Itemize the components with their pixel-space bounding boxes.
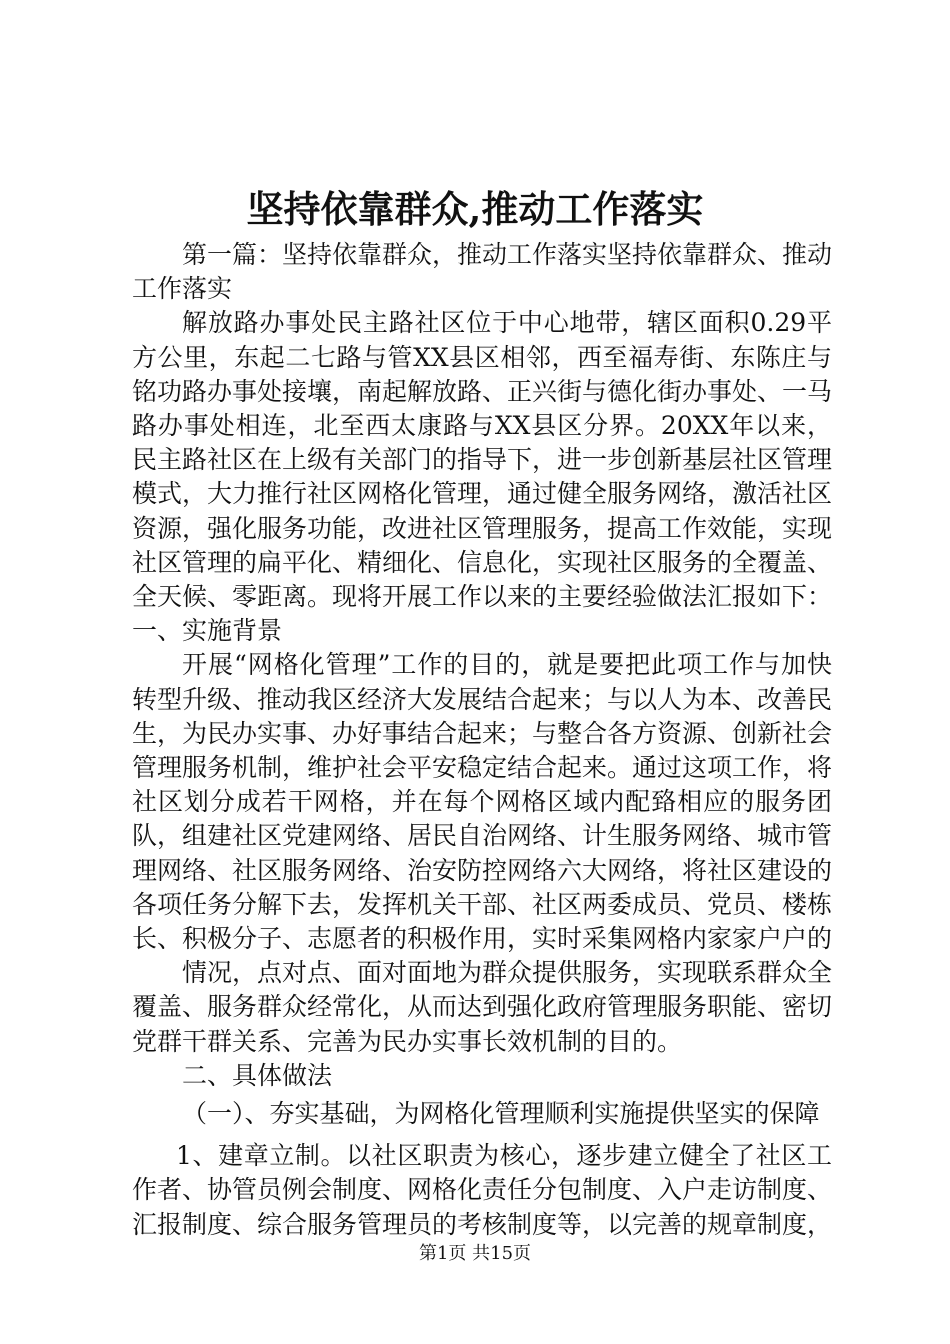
section-heading-practices: 二、具体做法 bbox=[182, 1060, 333, 1090]
paragraph-intro: 第一篇：坚持依靠群众，推动工作落实坚持依靠群众、推动工作落实 bbox=[132, 240, 833, 304]
page-footer: 第1页 共15页 bbox=[418, 1243, 532, 1264]
subsection-heading-foundation: （一）、夯实基础，为网格化管理顺利实施提供坚实的保障 bbox=[182, 1099, 820, 1129]
document-body bbox=[132, 238, 832, 1242]
paragraph-purpose-continued: 情况，点对点、面对面地为群众提供服务，实现联系群众全覆盖、服务群众经常化，从而达到强化政府管理服务职能、密切党群干群关系、完善为民办实事长效机制的目的。 bbox=[132, 958, 833, 1056]
document-title: 坚持依靠群众,推动工作落实 bbox=[246, 187, 704, 231]
paragraph-item-rules: 1、建章立制。以社区职责为核心，逐步建立健全了社区工作者、协管员例会制度、网格化责任分包制度、入户走访制度、汇报制度、综合服务管理员的考核制度等，以完善的规章制度， bbox=[132, 1141, 833, 1239]
paragraph-purpose: 开展“网格化管理”工作的目的，就是要把此项工作与加快转型升级、推动我区经济大发展结合起来；与以人为本、改善民生，为民办实事、办好事结合起来；与整合各方资源、创新社会管理服务机制，维护社会平安稳定结合起来。通过这项工作，将社区划分成若干网格，并在每个网格区域内配臵相应的服务团队，组建社区党建网络、居民自治网络、计生服务网络、城市管理网络、社区服务网络、治安防控网络六大网络，将社区建设的各项任务分解下去，发挥机关干部、社区两委成员、党员、楼栋长、积极分子、志愿者的积极作用，实时采集网格内家家户户的 bbox=[132, 650, 833, 954]
paragraph-overview: 解放路办事处民主路社区位于中心地带，辖区面积0.29平方公里，东起二七路与管XX县区相邻，西至福寿街、东陈庄与铭功路办事处接壤，南起解放路、正兴街与德化街办事处、一马路办事处相连，北至西太康路与XX县区分界。20XX年以来，民主路社区在上级有关部门的指导下，进一步创新基层社区管理模式，大力推行社区网格化管理，通过健全服务网络，激活社区资源，强化服务功能，改进社区管理服务，提高工作效能，实现社区管理的扁平化、精细化、信息化，实现社区服务的全覆盖、全天候、零距离。现将开展工作以来的主要经验做法汇报如下：一、实施背景 bbox=[132, 308, 833, 646]
